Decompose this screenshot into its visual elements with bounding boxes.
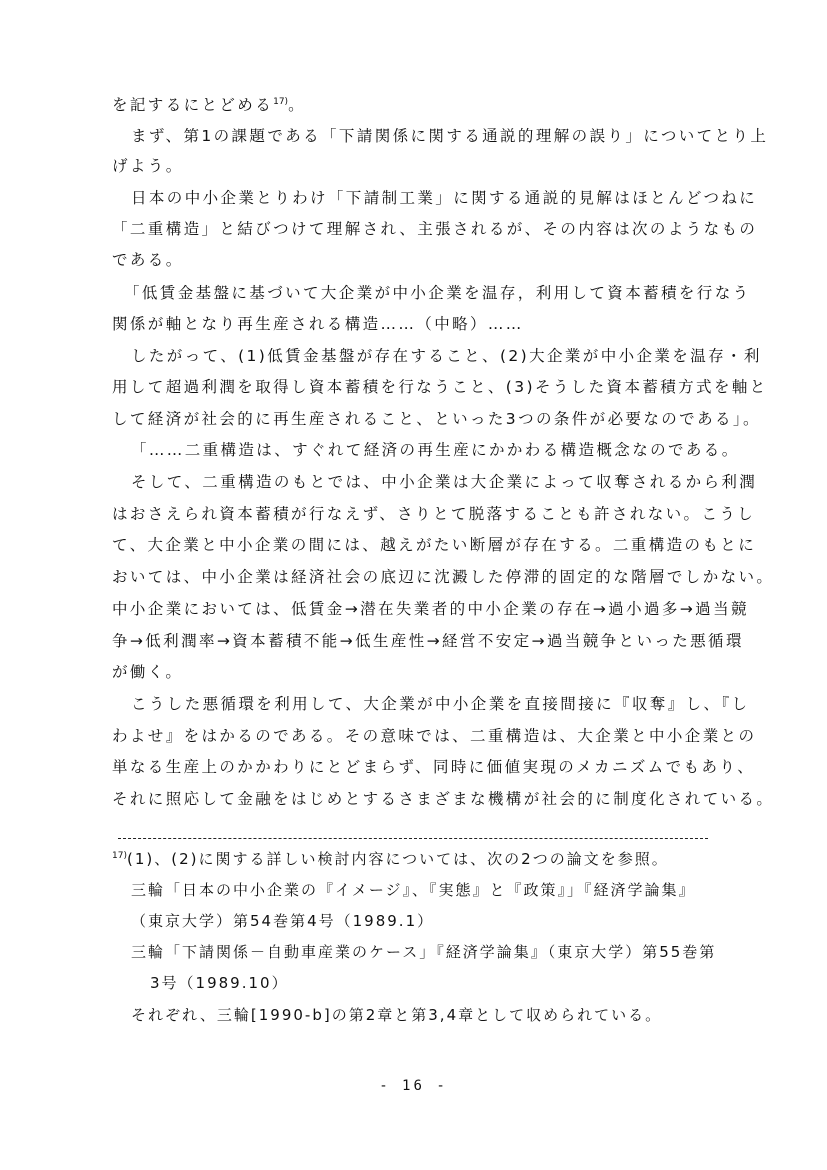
body-line-11: して経済が社会的に再生産されること、といった3つの条件が必要なのである」。	[112, 410, 761, 428]
body-line-13: そして、二重構造のもとでは、中小企業は大企業によって収奪されるから利潤	[131, 473, 758, 491]
body-line-12: 「……二重構造は、すぐれて経済の再生産にかかわる構造概念なのである。	[131, 441, 740, 459]
footnote-line-1: $^{17)}$(1)、(2)に関する詳しい検討内容については、次の2つの論文を参照。	[112, 850, 669, 868]
footnote-line-5: 3号（1989.10）	[150, 974, 289, 992]
footnote-ref-17: 17)	[273, 96, 289, 107]
body-line-9: したがって、(1)低賃金基盤が存在すること、(2)大企業が中小企業を温存・利	[131, 347, 762, 365]
body-line-4: 日本の中小企業とりわけ「下請制工業」に関する通説的見解はほとんどつねに	[131, 189, 758, 207]
footnote-number-17: 17)	[112, 851, 127, 861]
footnote-line-2: 三輪「日本の中小企業の『イメージ』、『実態』と『政策』」『経済学論集』	[131, 881, 696, 899]
body-line-5: 「二重構造」と結びつけて理解され、主張されるが、その内容は次のようなもの	[112, 220, 758, 238]
body-line-3: げよう。	[112, 157, 184, 175]
body-line-18: 争→低利潤率→資本蓄積不能→低生産性→経営不安定→過当競争といった悪循環	[112, 632, 744, 650]
page-number: - 16 -	[379, 1078, 448, 1094]
body-line-2: まず、第1の課題である「下請関係に関する通説的理解の誤り」についてとり上	[131, 127, 769, 145]
footnote-line-3: （東京大学）第54巻第4号（1989.1）	[131, 912, 435, 930]
body-line-17: 中小企業においては、低賃金→潜在失業者的中小企業の存在→過小過多→過当競	[112, 600, 749, 618]
footnote-line-6: それぞれ、三輪[1990-b]の第2章と第3,4章として収められている。	[131, 1006, 663, 1024]
body-line-22: 単なる生産上のかかわりにとどまらず、同時に価値実現のメカニズムでもあり、	[112, 758, 756, 776]
footnote-line-4: 三輪「下請関係－自動車産業のケース」『経済学論集』（東京大学）第55巻第	[131, 943, 717, 961]
body-line-1: を記するにとどめる$^{17)}$。	[112, 96, 306, 114]
body-line-23: それに照応して金融をはじめとするさまざまな機構が社会的に制度化されている。	[112, 790, 775, 808]
body-line-6: である。	[112, 251, 184, 269]
body-line-8: 関係が軸となり再生産される構造……（中略）……	[112, 315, 524, 333]
body-line-7: 「低賃金基盤に基づいて大企業が中小企業を温存，利用して資本蓄積を行なう	[124, 284, 751, 302]
body-line-16: おいては、中小企業は経済社会の底辺に沈澱した停滞的固定的な階層でしかない。	[112, 568, 775, 586]
body-line-15: て、大企業と中小企業の間には、越えがたい断層が存在する。二重構造のもとに	[112, 536, 757, 554]
body-line-20: こうした悪循環を利用して、大企業が中小企業を直接間接に『収奪』し、『し	[131, 695, 750, 713]
body-line-10: 用して超過利潤を取得し資本蓄積を行なうこと、(3)そうした資本蓄積方式を軸と	[112, 378, 768, 396]
body-line-14: はおさえられ資本蓄積が行なえず、さりとて脱落することも許されない。こうし	[112, 505, 756, 523]
body-line-21: わよせ』をはかるのである。その意味では、二重構造は、大企業と中小企業との	[112, 727, 757, 745]
body-line-19: が働く。	[112, 663, 184, 681]
footnote-separator	[118, 838, 708, 839]
